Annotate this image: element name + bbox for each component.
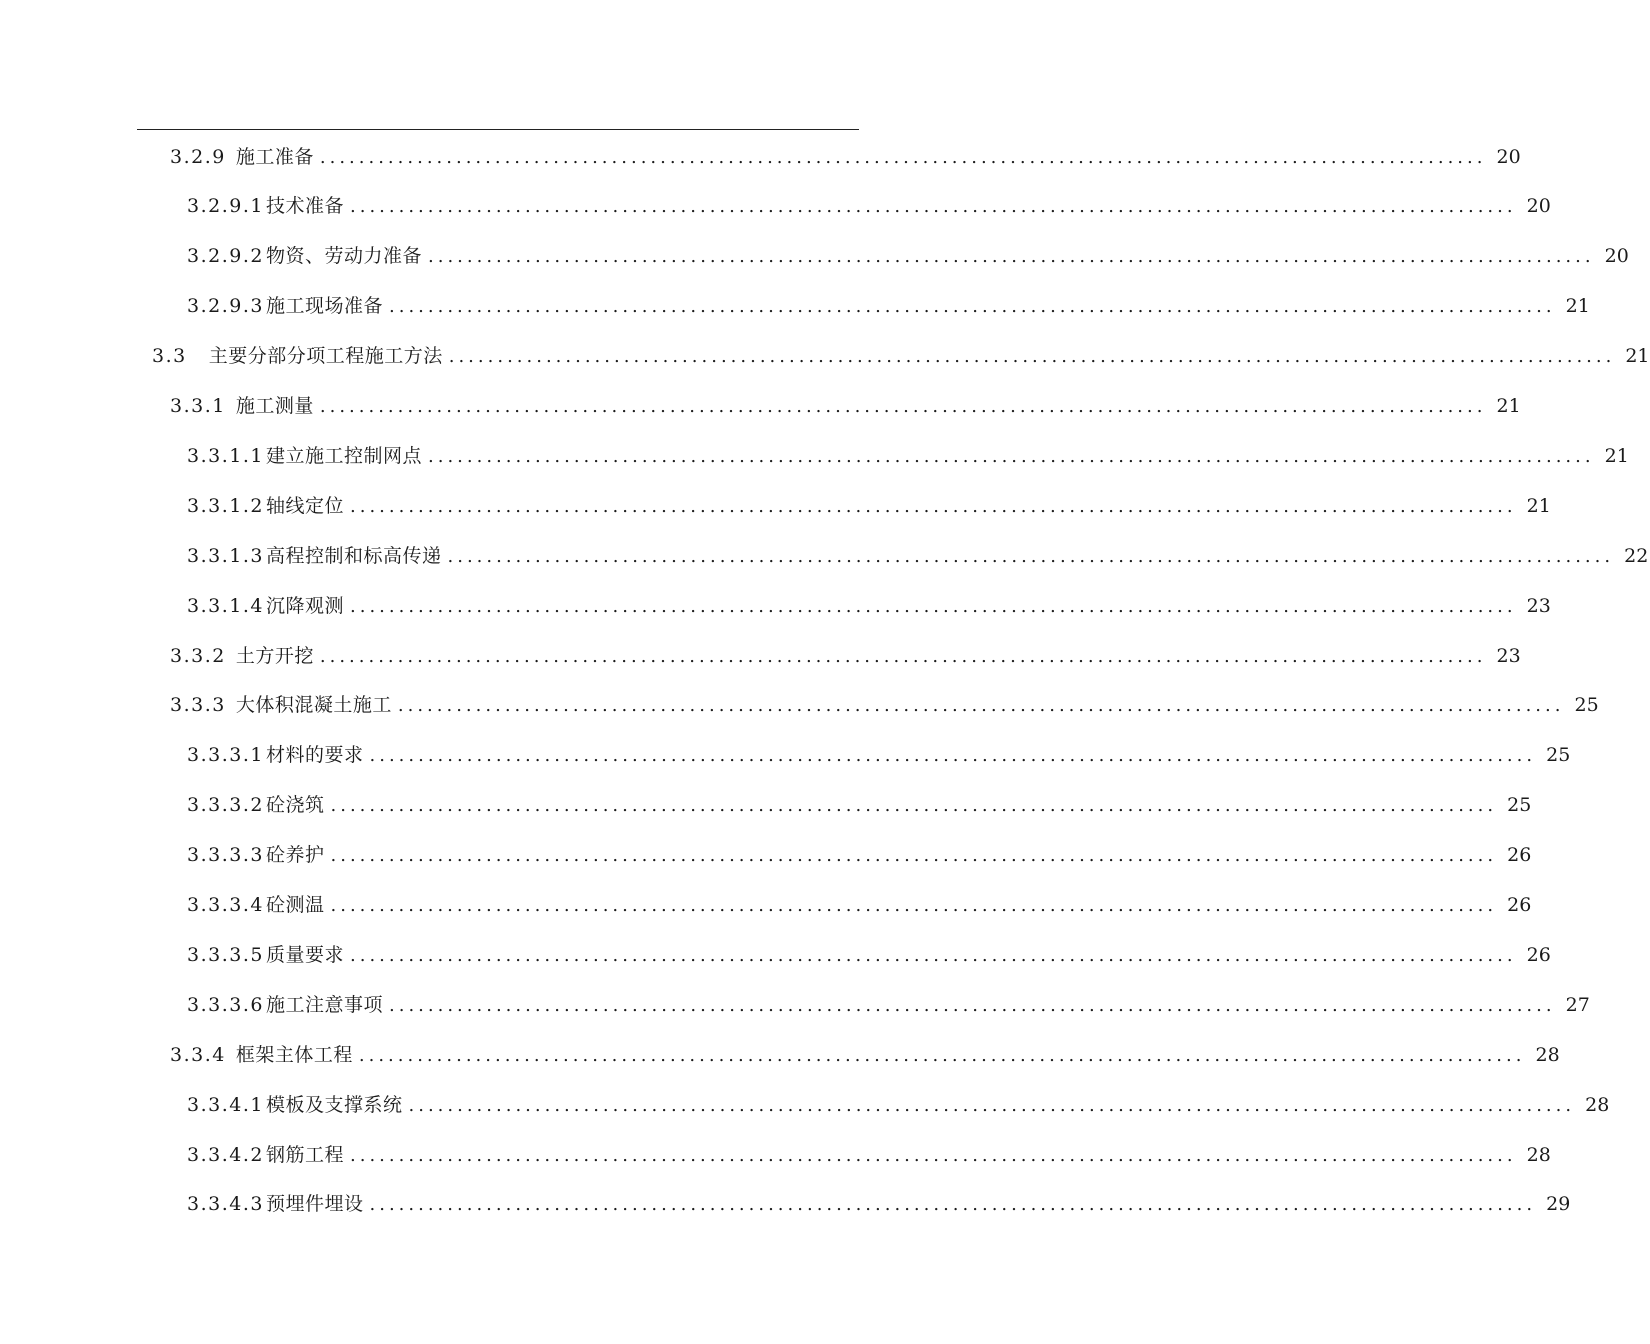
toc-entry-title: 砼测温 [265, 894, 325, 916]
toc-entry[interactable] [0, 681, 1599, 731]
toc-dot-leader: ........................................................................................................................ [447, 545, 1615, 567]
toc-entry-page-number: 22 [1624, 544, 1649, 567]
toc-entry-page-number: 25 [1546, 744, 1571, 767]
toc-dot-leader: ........................................................................................................................ [350, 944, 1517, 966]
toc-entry[interactable] [0, 1130, 1551, 1180]
toc-dot-leader: ........................................................................................................................ [350, 495, 1517, 517]
toc-entry-page-number: 28 [1535, 1043, 1560, 1066]
toc-dot-leader: ........................................................................................................................ [330, 845, 1498, 867]
toc-entry-title: 钢筋工程 [265, 1143, 344, 1166]
toc-entry[interactable] [0, 1080, 1610, 1130]
toc-entry-title: 建立施工控制网点 [265, 444, 422, 467]
toc-dot-leader: ........................................................................................................................ [428, 445, 1595, 467]
toc-entry-title: 主要分部分项工程施工方法 [208, 345, 443, 368]
toc-entry-label [170, 397, 314, 416]
toc-dot-leader: ........................................................................................................................ [319, 146, 1487, 168]
toc-entry[interactable] [0, 781, 1532, 831]
toc-entry[interactable] [0, 881, 1532, 931]
toc-entry-label [187, 197, 344, 216]
toc-entry-page-number: 25 [1574, 694, 1599, 717]
toc-entry-label [187, 247, 422, 266]
toc-dot-leader: ........................................................................................................................ [428, 246, 1595, 268]
toc-entry-label [187, 444, 422, 467]
toc-entry-number: 3.3.3.2 [187, 794, 264, 817]
toc-entry-page-number: 20 [1496, 145, 1521, 168]
toc-entry-label [170, 145, 314, 168]
toc-entry-number: 3.3.4.2 [187, 1143, 264, 1166]
toc-dot-leader: ........................................................................................................................ [369, 1194, 1537, 1216]
toc-dot-leader: ........................................................................................................................ [389, 296, 1556, 318]
toc-entry[interactable] [0, 581, 1551, 631]
toc-entry-title: 施工准备 [235, 145, 314, 168]
toc-dot-leader: ........................................................................................................................ [330, 795, 1498, 817]
toc-entry-label [187, 297, 383, 316]
toc-entry-page-number: 28 [1526, 1143, 1551, 1166]
toc-entry[interactable] [0, 232, 1629, 282]
toc-entry-title: 轴线定位 [265, 494, 344, 517]
toc-dot-leader: ........................................................................................................................ [358, 1044, 1526, 1066]
toc-entry-page-number: 21 [1604, 444, 1629, 467]
toc-dot-leader: ........................................................................................................................ [448, 346, 1616, 368]
toc-dot-leader: ........................................................................................................................ [369, 745, 1537, 767]
toc-entry-number: 3.3.2 [170, 644, 226, 667]
toc-entry-number: 3.3.3.4 [187, 894, 264, 916]
toc-entry-label [187, 1093, 403, 1116]
toc-entry-page-number: 21 [1625, 345, 1650, 368]
toc-entry-number: 3.3.3 [170, 694, 226, 717]
toc-entry[interactable] [0, 282, 1590, 332]
toc-entry-label [170, 696, 392, 715]
toc-entry-number: 3.2.9.3 [187, 295, 264, 318]
toc-entry-page-number: 29 [1546, 1193, 1571, 1216]
toc-dot-leader: ........................................................................................................................ [319, 396, 1487, 417]
toc-entry[interactable] [0, 132, 1521, 182]
toc-entry-page-number: 27 [1565, 993, 1590, 1016]
toc-entry-page-number: 21 [1496, 395, 1521, 417]
toc-entry-number: 3.3 [152, 345, 187, 368]
toc-entry-title: 模板及支撑系统 [265, 1093, 403, 1116]
toc-entry-title: 物资、劳动力准备 [265, 245, 422, 268]
toc-entry-page-number: 26 [1507, 894, 1532, 916]
toc-dot-leader: ........................................................................................................................ [350, 1144, 1517, 1166]
toc-entry-label [187, 594, 344, 617]
toc-entry-title: 施工注意事项 [265, 993, 383, 1016]
toc-entry-number: 3.3.1.1 [187, 444, 264, 467]
toc-entry-label [187, 846, 325, 865]
toc-entry-title: 预埋件埋设 [265, 1193, 364, 1216]
toc-entry-page-number: 21 [1565, 295, 1590, 318]
toc-entry-number: 3.3.4.1 [187, 1093, 264, 1116]
toc-entry-page-number: 20 [1526, 195, 1551, 218]
toc-entry-number: 3.3.4.3 [187, 1193, 264, 1216]
toc-entry-label [187, 943, 344, 966]
toc-entry-page-number: 21 [1526, 494, 1551, 517]
toc-entry-label [187, 544, 442, 567]
toc-entry-title: 施工现场准备 [265, 295, 383, 318]
toc-entry-title: 大体积混凝土施工 [235, 694, 392, 717]
toc-entry-title: 材料的要求 [265, 744, 364, 767]
toc-entry-number: 3.2.9.1 [187, 195, 264, 218]
toc-entry[interactable] [0, 481, 1551, 531]
toc-entry[interactable] [0, 631, 1521, 681]
toc-entry-number: 3.3.1.2 [187, 494, 264, 517]
toc-entry-label [187, 1143, 344, 1166]
toc-entry-page-number: 25 [1507, 794, 1532, 817]
toc-entry-title: 施工测量 [235, 395, 314, 417]
toc-entry[interactable] [0, 731, 1571, 781]
toc-dot-leader: ........................................................................................................................ [319, 645, 1487, 667]
toc-entry-page-number: 26 [1507, 844, 1532, 867]
toc-dot-leader: ........................................................................................................................ [389, 994, 1556, 1016]
toc-entry-number: 3.3.1.3 [187, 544, 264, 567]
toc-entry[interactable] [0, 980, 1590, 1030]
toc-entry-page-number: 28 [1585, 1093, 1610, 1116]
toc-entry-title: 技术准备 [265, 195, 344, 218]
toc-entry-number: 3.3.3.1 [187, 744, 264, 767]
toc-entry-title: 砼养护 [265, 844, 325, 867]
toc-entry-page-number: 26 [1526, 943, 1551, 966]
toc-entry-number: 3.3.1 [170, 395, 226, 417]
toc-entry-label [187, 494, 344, 517]
toc-entry-label [170, 644, 314, 667]
toc-entry[interactable] [0, 382, 1521, 432]
toc-entry-title: 框架主体工程 [235, 1043, 353, 1066]
toc-entry[interactable] [0, 182, 1551, 232]
toc-entry-number: 3.2.9 [170, 145, 226, 168]
toc-entry-number: 3.3.3.6 [187, 993, 264, 1016]
header-rule [137, 129, 859, 130]
toc-entry[interactable] [0, 1180, 1571, 1230]
toc-entry-title: 高程控制和标高传递 [265, 544, 442, 567]
toc-entry-label [152, 347, 443, 366]
toc-entry[interactable] [0, 332, 1650, 382]
toc-entry-label [187, 746, 364, 765]
toc-entry[interactable] [0, 531, 1649, 581]
toc-dot-leader: ........................................................................................................................ [408, 1094, 1576, 1116]
toc-dot-leader: ........................................................................................................................ [350, 595, 1517, 617]
toc-entry-title: 沉降观测 [265, 594, 344, 617]
toc-entry[interactable] [0, 831, 1532, 881]
toc-entry-title: 质量要求 [265, 943, 344, 966]
toc-entry-number: 3.3.1.4 [187, 594, 264, 617]
toc-entry-number: 3.3.3.3 [187, 844, 264, 867]
toc-entry-page-number: 23 [1526, 594, 1551, 617]
toc-entry-label [187, 1195, 364, 1214]
toc-entry-page-number: 23 [1496, 644, 1521, 667]
toc-entry-label [187, 896, 325, 915]
toc-entry-label [170, 1043, 353, 1066]
toc-entry[interactable] [0, 930, 1551, 980]
toc-entry-number: 3.2.9.2 [187, 245, 264, 268]
toc-entry-number: 3.3.3.5 [187, 943, 264, 966]
toc-entry-title: 土方开挖 [235, 644, 314, 667]
toc-dot-leader: ........................................................................................................................ [330, 895, 1498, 916]
toc-dot-leader: ........................................................................................................................ [350, 196, 1517, 218]
toc-entry-page-number: 20 [1604, 245, 1629, 268]
toc-entry-label [187, 993, 383, 1016]
toc-entry-label [187, 796, 325, 815]
toc-entry-number: 3.3.4 [170, 1043, 226, 1066]
toc-entry-title: 砼浇筑 [265, 794, 325, 817]
toc-entry[interactable] [0, 431, 1629, 481]
toc-dot-leader: ........................................................................................................................ [397, 695, 1565, 717]
toc-entry[interactable] [0, 1030, 1560, 1080]
